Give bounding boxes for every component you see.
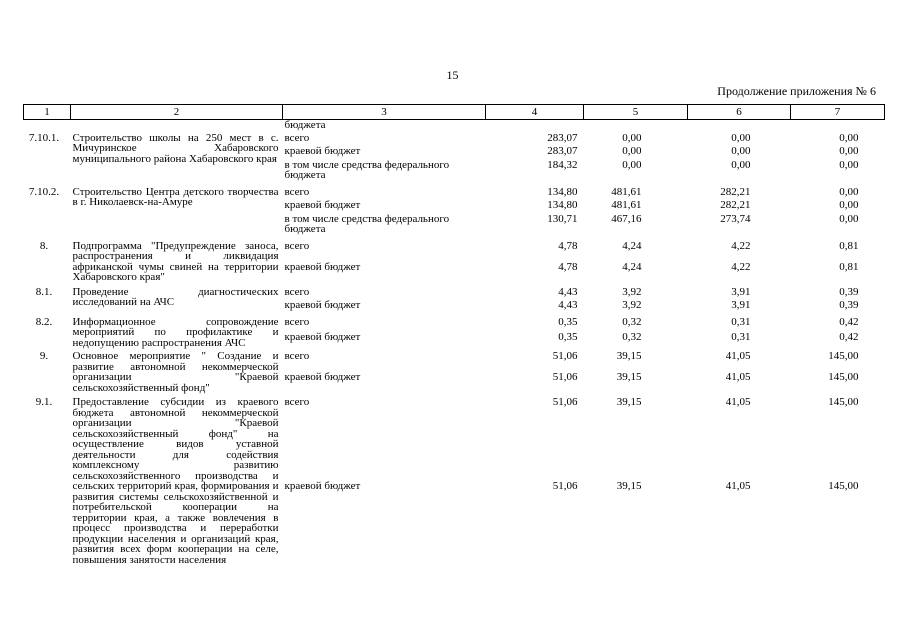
value-col-6: 4,22	[731, 239, 751, 252]
budget-table	[23, 104, 885, 565]
value-col-5: 467,16	[611, 212, 642, 225]
funding-source: всего	[284, 185, 310, 198]
funding-source: всего	[284, 131, 310, 144]
value-col-7: 0,00	[839, 158, 859, 171]
header-col-7: 7	[791, 105, 885, 120]
funding-source: краевой бюджет	[284, 299, 361, 311]
value-col-6: 41,05	[725, 350, 751, 362]
value-col-6: 0,31	[731, 315, 751, 328]
header-col-3: 3	[283, 105, 486, 120]
value-col-4: 51,06	[552, 350, 578, 362]
activity-name	[71, 120, 283, 131]
funding-source: краевой бюджет	[284, 371, 361, 383]
value-col-7: 145,00	[828, 350, 859, 362]
value-col-5: 39,15	[616, 350, 642, 362]
value-col-6: 41,05	[725, 396, 751, 408]
table-row	[24, 241, 885, 262]
page-number: 15	[446, 68, 459, 82]
row-number	[24, 120, 71, 131]
value-col-7: 0,42	[839, 331, 859, 344]
row-number: 9.	[39, 350, 49, 362]
value-col-5	[584, 120, 688, 131]
funding-source: краевой бюджет	[284, 480, 361, 492]
value-col-4	[486, 120, 584, 131]
funding-source: всего	[284, 285, 310, 298]
value-col-5: 4,24	[622, 239, 642, 252]
value-col-4: 4,78	[558, 260, 578, 273]
value-col-5: 39,15	[616, 371, 642, 383]
value-col-5: 0,00	[622, 145, 642, 157]
activity-name: Информационное сопровождение мероприятий по профилактике и недопущению распространения АЧС	[72, 315, 279, 349]
value-col-4: 283,07	[547, 131, 578, 144]
value-col-6: 282,21	[720, 185, 751, 198]
value-col-7: 145,00	[828, 480, 859, 492]
value-col-5: 0,00	[622, 131, 642, 144]
funding-source: всего	[284, 315, 310, 328]
activity-name: Подпрограмма "Предупреждение заноса, распространения и ликвидация африканской чумы свиней на территории Хабаровского края"	[72, 239, 279, 283]
header-col-6: 6	[688, 105, 791, 120]
value-col-5: 39,15	[616, 396, 642, 408]
value-col-6: 273,74	[720, 212, 751, 225]
value-col-7: 0,42	[839, 315, 859, 328]
funding-source: всего	[284, 350, 310, 362]
value-col-4: 4,43	[558, 299, 578, 311]
table-row	[24, 351, 885, 372]
appendix-continuation-caption: Продолжение приложения № 6	[717, 84, 876, 98]
value-col-5: 4,24	[622, 260, 642, 273]
value-col-6: 0,00	[731, 145, 751, 157]
value-col-5: 0,00	[622, 158, 642, 171]
value-col-7: 145,00	[828, 371, 859, 383]
table-header-row	[24, 105, 885, 120]
value-col-4: 0,35	[558, 331, 578, 344]
value-col-7: 0,81	[839, 239, 859, 252]
value-col-5: 39,15	[616, 480, 642, 492]
row-number: 7.10.1.	[28, 131, 60, 144]
value-col-6: 4,22	[731, 260, 751, 273]
value-col-4: 283,07	[547, 145, 578, 157]
funding-source: краевой бюджет	[284, 331, 361, 344]
table-row	[24, 187, 885, 201]
value-col-7	[791, 120, 885, 131]
funding-source: краевой бюджет	[284, 145, 361, 157]
row-number: 8.1.	[35, 285, 53, 298]
header-col-5: 5	[584, 105, 688, 120]
value-col-4: 51,06	[552, 480, 578, 492]
value-col-6	[688, 120, 791, 131]
table-row	[24, 133, 885, 147]
table-body	[24, 120, 885, 566]
value-col-4: 4,78	[558, 239, 578, 252]
value-col-6: 0,00	[731, 158, 751, 171]
funding-source: в том числе средства федерального бюджета	[284, 212, 450, 235]
funding-source: краевой бюджет	[284, 199, 361, 211]
row-number: 8.2.	[35, 315, 53, 328]
value-col-7: 0,00	[839, 212, 859, 225]
value-col-5: 0,32	[622, 331, 642, 344]
value-col-4: 134,80	[547, 185, 578, 198]
value-col-5: 3,92	[622, 299, 642, 311]
header-col-1: 1	[24, 105, 71, 120]
activity-name: Предоставление субсидии из краевого бюджета автономной некоммерческой организации "Краевой сельскохозяйственный фонд" на осуществление видов уставной деятельности для содействия комплексному развитию сельскохозяйственного производства и сельских территорий края, формирования и развития системы сельскохозяйственной и потребительской кооперации на территории края, а также вовлечения в процесс производства и переработки продукции населения и организаций края, развития всех форм кооперации на селе, повышения занятости населения	[72, 396, 279, 566]
value-col-6: 282,21	[720, 199, 751, 211]
value-col-6: 3,91	[731, 285, 751, 298]
value-col-6: 41,05	[725, 371, 751, 383]
value-col-4: 130,71	[547, 212, 578, 225]
value-col-7: 0,00	[839, 185, 859, 198]
funding-source: всего	[284, 396, 310, 408]
funding-source: в том числе средства федерального бюджета	[284, 158, 450, 181]
activity-name: Строительство Центра детского творчества в г. Николаевск-на-Амуре	[72, 185, 279, 208]
row-number: 7.10.2.	[28, 185, 60, 198]
value-col-4: 134,80	[547, 199, 578, 211]
activity-name: Основное мероприятие " Создание и развитие автономной некоммерческой организации "Краевой сельскохозяйственный фонд"	[72, 350, 279, 394]
header-col-2: 2	[71, 105, 283, 120]
value-col-7: 0,39	[839, 299, 859, 311]
value-col-5: 481,61	[611, 185, 642, 198]
activity-name: Проведение диагностических исследований на АЧС	[72, 285, 279, 308]
table-row	[24, 287, 885, 301]
funding-source: всего	[284, 239, 310, 252]
value-col-7: 0,00	[839, 145, 859, 157]
table-row	[24, 317, 885, 333]
value-col-7: 0,00	[839, 199, 859, 211]
value-col-5: 0,32	[622, 315, 642, 328]
row-number: 8.	[39, 239, 49, 252]
value-col-7: 145,00	[828, 396, 859, 408]
table-row	[24, 397, 885, 481]
value-col-5: 3,92	[622, 285, 642, 298]
value-col-7: 0,39	[839, 285, 859, 298]
activity-name: Строительство школы на 250 мест в с. Мичуринское Хабаровского муниципального района Хабаровского края	[72, 131, 279, 165]
table-row	[24, 120, 885, 131]
value-col-6: 41,05	[725, 480, 751, 492]
value-col-4: 51,06	[552, 371, 578, 383]
value-col-7: 0,00	[839, 131, 859, 144]
header-col-4: 4	[486, 105, 584, 120]
value-col-4: 0,35	[558, 315, 578, 328]
value-col-6: 0,00	[731, 131, 751, 144]
value-col-6: 0,31	[731, 331, 751, 344]
row-number: 9.1.	[35, 396, 53, 408]
value-col-4: 51,06	[552, 396, 578, 408]
value-col-6: 3,91	[731, 299, 751, 311]
funding-source: краевой бюджет	[284, 260, 361, 273]
value-col-5: 481,61	[611, 199, 642, 211]
funding-source: бюджета	[284, 119, 326, 131]
value-col-4: 4,43	[558, 285, 578, 298]
value-col-7: 0,81	[839, 260, 859, 273]
value-col-4: 184,32	[547, 158, 578, 171]
